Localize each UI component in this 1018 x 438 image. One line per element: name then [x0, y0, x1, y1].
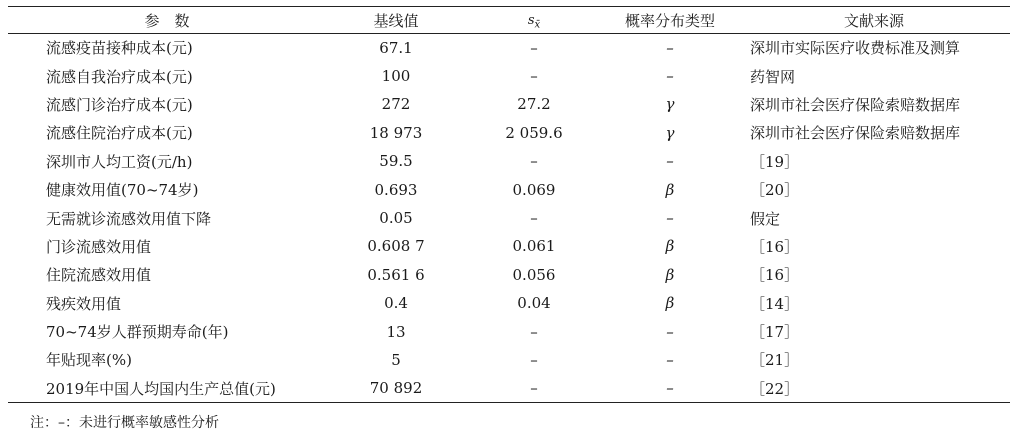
cell-baseline: 0.05	[379, 209, 413, 228]
cell-param: 年贴现率(%)	[46, 351, 132, 370]
cell-standard-error: –	[530, 350, 538, 369]
table-row	[8, 90, 1010, 118]
cell-standard-error: 0.061	[512, 237, 556, 256]
cell-param: 深圳市人均工资(元/h)	[46, 152, 193, 171]
cell-baseline: 0.4	[384, 294, 408, 313]
sx-symbol: $s_{x̄}$	[527, 12, 541, 31]
header-baseline: 基线值	[326, 7, 466, 34]
cell-standard-error: 0.04	[517, 294, 551, 313]
cell-standard-error: –	[530, 67, 538, 86]
header-standard-error	[466, 7, 602, 34]
cell-baseline: 5	[391, 350, 401, 369]
cell-baseline: 0.561 6	[367, 265, 425, 284]
cell-standard-error: 0.069	[512, 180, 556, 199]
table-row	[8, 232, 1010, 260]
cell-distribution: –	[666, 67, 674, 86]
cell-distribution: –	[666, 152, 674, 171]
cell-source: ［20］	[750, 181, 800, 200]
cell-baseline: 59.5	[379, 152, 413, 171]
header-source: 文献来源	[738, 7, 1010, 34]
table-row	[8, 346, 1010, 374]
cell-source: ［16］	[750, 266, 800, 285]
cell-baseline: 272	[381, 95, 411, 114]
cell-source: 深圳市社会医疗保险索赔数据库	[750, 124, 961, 143]
cell-baseline: 13	[386, 322, 406, 341]
cell-source: ［16］	[750, 237, 800, 256]
table-row	[8, 204, 1010, 232]
cell-source: 假定	[750, 209, 781, 228]
cell-source: ［21］	[750, 351, 800, 370]
table-header-row	[8, 7, 1010, 34]
table-row	[8, 374, 1010, 402]
cell-param: 流感疫苗接种成本(元)	[46, 39, 193, 58]
cell-distribution: β	[665, 265, 675, 284]
cell-param: 残疾效用值	[46, 294, 122, 313]
cell-baseline: 100	[381, 67, 411, 86]
cell-param: 70~74岁人群预期寿命(年)	[46, 323, 229, 342]
cell-standard-error: 2 059.6	[505, 123, 563, 142]
cell-source: ［22］	[738, 374, 1010, 402]
cell-standard-error: –	[530, 322, 538, 341]
header-distribution: 概率分布类型	[602, 7, 738, 34]
table-footnote: 注：–：未进行概率敏感性分析	[30, 415, 219, 431]
cell-distribution: –	[666, 350, 674, 369]
cell-param: 无需就诊流感效用值下降	[46, 209, 212, 228]
table-row	[8, 119, 1010, 147]
cell-standard-error: –	[466, 374, 602, 402]
parameter-table-container	[8, 6, 1010, 403]
cell-source: ［17］	[750, 323, 800, 342]
cell-baseline: 0.608 7	[367, 237, 425, 256]
table-row	[8, 175, 1010, 203]
cell-standard-error: 0.056	[512, 265, 556, 284]
table-row	[8, 317, 1010, 345]
cell-distribution: –	[666, 38, 674, 57]
table-row	[8, 289, 1010, 317]
cell-source: 药智网	[750, 67, 796, 86]
cell-param: 流感门诊治疗成本(元)	[46, 95, 193, 114]
cell-distribution: –	[666, 209, 674, 228]
table-body	[8, 34, 1010, 403]
cell-source: ［19］	[750, 152, 800, 171]
cell-param: 门诊流感效用值	[46, 237, 152, 256]
table-row	[8, 261, 1010, 289]
cell-param: 2019年中国人均国内生产总值(元)	[8, 374, 326, 402]
cell-standard-error: –	[530, 38, 538, 57]
cell-distribution: –	[602, 374, 738, 402]
cell-distribution: β	[665, 180, 675, 199]
cell-param: 住院流感效用值	[46, 266, 152, 285]
cell-distribution: β	[665, 237, 675, 256]
cell-source: 深圳市实际医疗收费标准及测算	[750, 39, 961, 58]
cell-standard-error: 27.2	[517, 95, 551, 114]
cell-baseline: 18 973	[369, 123, 423, 142]
cell-baseline: 0.693	[374, 180, 418, 199]
table-row	[8, 147, 1010, 175]
cell-standard-error: –	[530, 209, 538, 228]
cell-distribution: β	[665, 294, 675, 313]
cell-distribution: –	[666, 322, 674, 341]
table-row	[8, 34, 1010, 62]
header-param: 参 数	[8, 7, 326, 34]
cell-baseline: 67.1	[379, 38, 413, 57]
cell-source: ［14］	[750, 294, 800, 313]
table-row	[8, 62, 1010, 90]
cell-baseline: 70 892	[326, 374, 466, 402]
cell-source: 深圳市社会医疗保险索赔数据库	[750, 95, 961, 114]
cell-distribution: γ	[665, 95, 675, 114]
parameter-table	[8, 6, 1010, 403]
cell-distribution: γ	[665, 123, 675, 142]
cell-standard-error: –	[530, 152, 538, 171]
cell-param: 健康效用值(70~74岁)	[46, 181, 199, 200]
cell-param: 流感自我治疗成本(元)	[46, 67, 193, 86]
cell-param: 流感住院治疗成本(元)	[46, 124, 193, 143]
